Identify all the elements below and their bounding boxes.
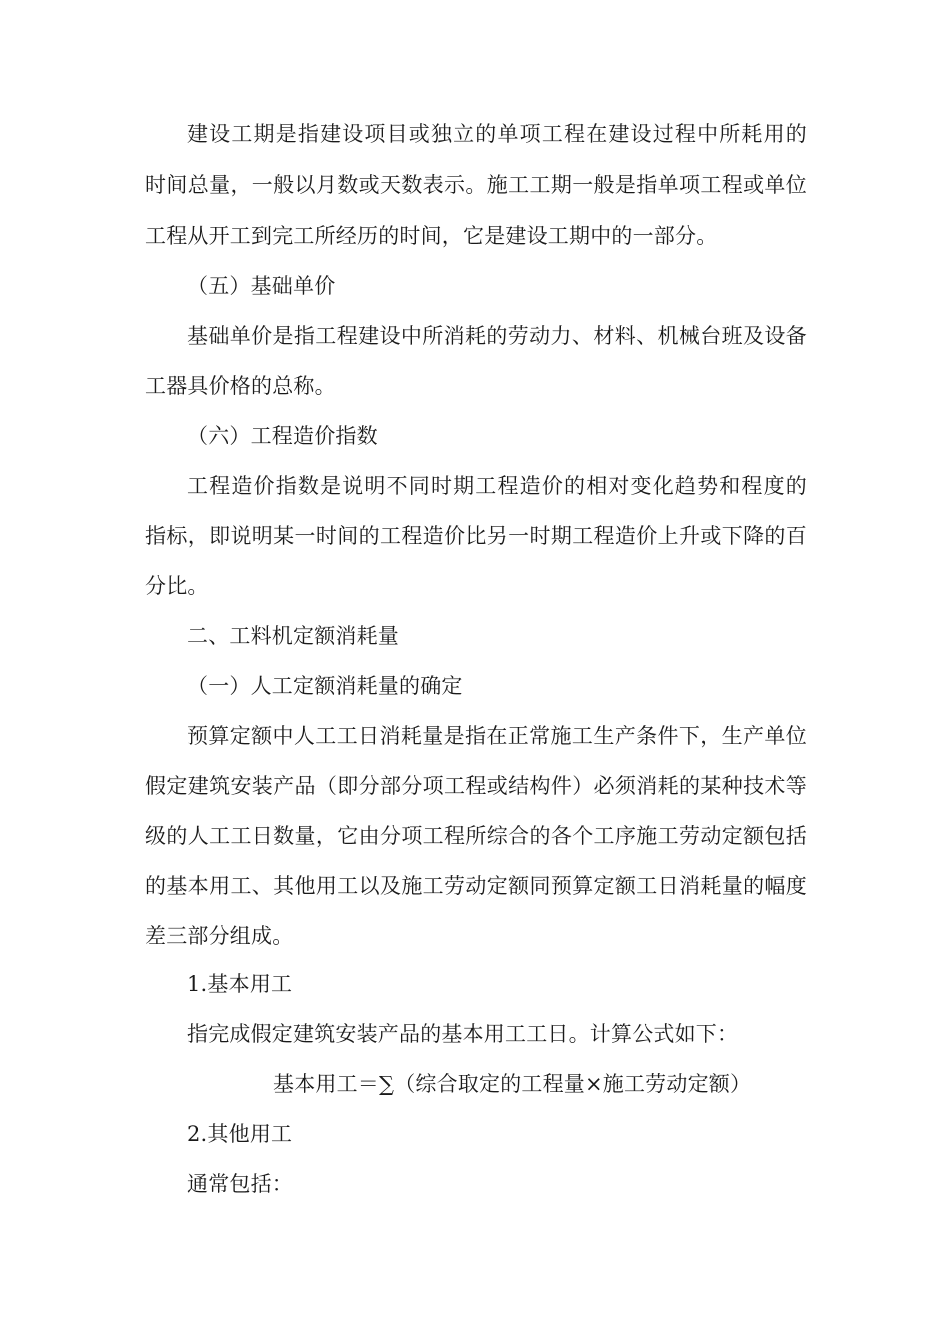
paragraph-6-line-1: 通常包括： xyxy=(187,1172,293,1196)
chapter-heading-quota-consumption: 二、工料机定额消耗量 xyxy=(187,624,399,648)
paragraph-4-line-3: 级的人工工日数量，它由分项工程所综合的各个工序施工劳动定额包括 xyxy=(145,824,807,848)
paragraph-2-line-2: 工器具价格的总称。 xyxy=(145,374,336,398)
paragraph-3-line-1: 工程造价指数是说明不同时期工程造价的相对变化趋势和程度的 xyxy=(187,474,807,498)
paragraph-1-line-1: 建设工期是指建设项目或独立的单项工程在建设过程中所耗用的 xyxy=(187,122,807,146)
paragraph-4-line-5: 差三部分组成。 xyxy=(145,924,294,948)
paragraph-2-line-1: 基础单价是指工程建设中所消耗的劳动力、材料、机械台班及设备 xyxy=(187,324,807,348)
paragraph-3-line-2: 指标，即说明某一时间的工程造价比另一时期工程造价上升或下降的百 xyxy=(145,524,807,548)
subheading-other-labor: 2.其他用工 xyxy=(187,1122,293,1146)
paragraph-1-line-3: 工程从开工到完工所经历的时间，它是建设工期中的一部分。 xyxy=(145,224,718,248)
paragraph-5-line-1: 指完成假定建筑安装产品的基本用工工日。计算公式如下： xyxy=(187,1022,739,1046)
paragraph-1-line-2: 时间总量，一般以月数或天数表示。施工工期一般是指单项工程或单位 xyxy=(145,173,807,197)
paragraph-4-line-1: 预算定额中人工工日消耗量是指在正常施工生产条件下，生产单位 xyxy=(187,724,807,748)
paragraph-3-line-3: 分比。 xyxy=(145,574,209,598)
subheading-basic-labor: 1.基本用工 xyxy=(187,972,293,996)
formula-basic-labor: 基本用工＝∑（综合取定的工程量×施工劳动定额） xyxy=(273,1072,752,1096)
section-heading-cost-index: （六）工程造价指数 xyxy=(187,424,378,448)
section-heading-basic-unit-price: （五）基础单价 xyxy=(187,274,336,298)
section-heading-labor-quota: （一）人工定额消耗量的确定 xyxy=(187,674,463,698)
paragraph-4-line-2: 假定建筑安装产品（即分部分项工程或结构件）必须消耗的某种技术等 xyxy=(145,774,807,798)
paragraph-4-line-4: 的基本用工、其他用工以及施工劳动定额同预算定额工日消耗量的幅度 xyxy=(145,874,807,898)
